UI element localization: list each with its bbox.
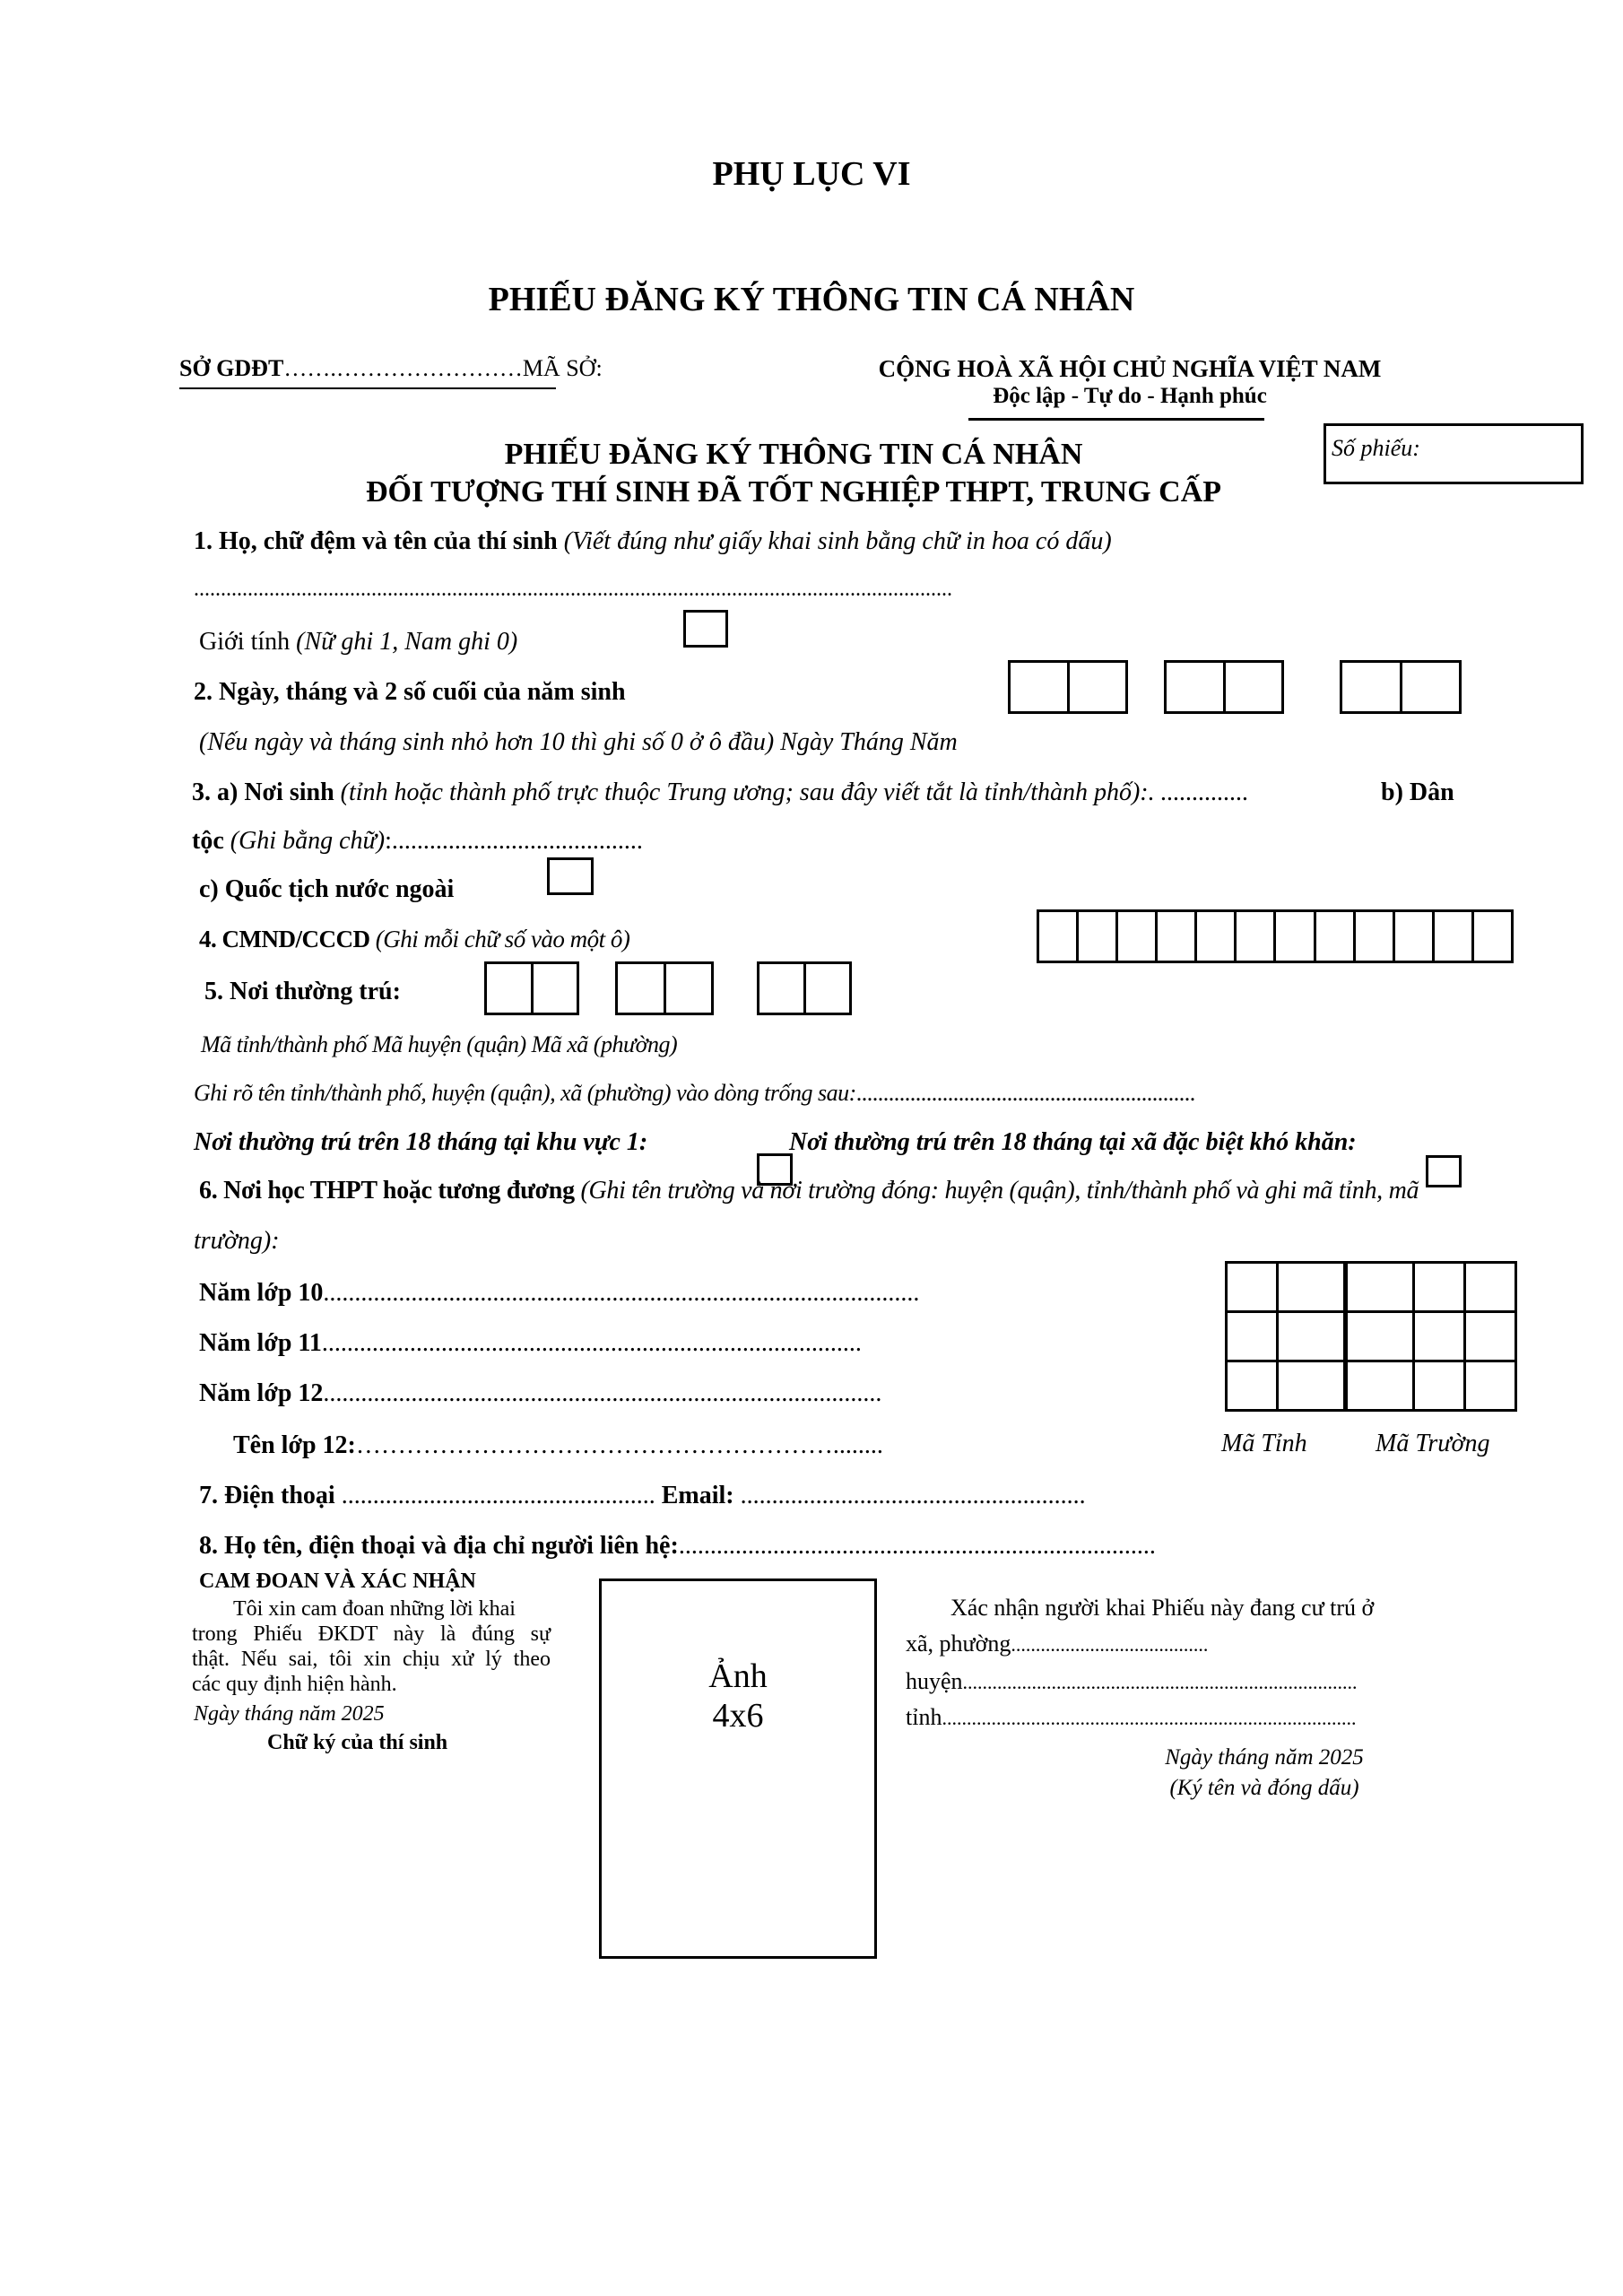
confirm-ward-dots[interactable]: ........................................ [1011, 1633, 1209, 1656]
form-title: PHIẾU ĐĂNG KÝ THÔNG TIN CÁ NHÂN [488, 281, 1135, 318]
q6-label: 6. Nơi học THPT hoặc tương đương [199, 1177, 575, 1205]
ma-tinh-label: Mã Tỉnh [1221, 1430, 1307, 1457]
country-name: CỘNG HOÀ XÃ HỘI CHỦ NGHĨA VIỆT NAM [878, 355, 1382, 382]
dbkk-checkbox[interactable] [1426, 1155, 1462, 1187]
commit-line-1: Tôi xin cam đoan những lời khai [233, 1597, 516, 1621]
so-phieu-box[interactable] [1324, 423, 1584, 484]
confirm-sign-note: (Ký tên và đóng dấu) [1169, 1776, 1359, 1800]
birth-day-boxes[interactable] [1008, 660, 1128, 714]
phone-label: 7. Điện thoại [199, 1482, 335, 1509]
district-code-boxes[interactable] [615, 961, 714, 1015]
ma-so-label: MÃ SỞ: [522, 355, 603, 381]
confirm-ward-row [906, 1631, 1208, 1657]
header-so-gddt [179, 355, 603, 382]
ma-truong-label: Mã Trường [1376, 1430, 1490, 1457]
q1-note: (Viết đúng như giấy khai sinh bằng chữ in hoa có dấu) [557, 527, 1112, 555]
q4-label: 4. CMND/CCCD [199, 926, 370, 952]
q3b-dots[interactable]: :........................................ [385, 827, 643, 855]
gender-note: (Nữ ghi 1, Nam ghi 0) [296, 628, 518, 656]
gender-box[interactable] [683, 610, 728, 648]
motto-rule [968, 418, 1264, 421]
subtitle-line-2: ĐỐI TƯỢNG THÍ SINH ĐÃ TỐT NGHIỆP THPT, TRUNG CẤP [365, 475, 1222, 509]
contact-row [199, 1532, 1156, 1561]
class12-label: Tên lớp 12: [233, 1431, 356, 1459]
q6-note-cont: trường): [194, 1227, 280, 1255]
q5-label: 5. Nơi thường trú: [204, 978, 401, 1005]
q3b-row [192, 827, 643, 856]
code-cell[interactable] [1414, 1263, 1465, 1312]
q5-detail-note: Ghi rõ tên tỉnh/thành phố, huyện (quận), xã (phường) vào dòng trống sau: [194, 1080, 856, 1106]
confirm-province-row [906, 1704, 1356, 1731]
code-cell[interactable] [1414, 1361, 1465, 1411]
so-phieu-label: Số phiếu: [1332, 435, 1420, 461]
code-cell[interactable] [1227, 1361, 1278, 1411]
confirm-province-label: tỉnh [906, 1704, 942, 1730]
photo-size: 4x6 [712, 1697, 764, 1735]
birth-year-boxes[interactable] [1340, 660, 1462, 714]
grade12-dots[interactable]: ......................................................................................... [323, 1379, 882, 1407]
commit-paragraph [192, 1596, 551, 1697]
email-label: Email: [661, 1482, 734, 1509]
cccd-boxes[interactable] [1037, 909, 1514, 963]
q3a-label: 3. a) Nơi sinh [192, 778, 334, 806]
class12-row [233, 1431, 883, 1460]
q1-label: 1. Họ, chữ đệm và tên của thí sinh [194, 527, 558, 555]
q3c-label: c) Quốc tịch nước ngoài [199, 875, 455, 903]
phone-email-row [199, 1482, 1086, 1510]
code-cell[interactable] [1465, 1263, 1516, 1312]
code-cell[interactable] [1278, 1263, 1346, 1312]
code-cell[interactable] [1414, 1312, 1465, 1361]
q4-note: (Ghi mỗi chữ số vào một ô) [369, 926, 630, 952]
gender-row [199, 628, 517, 657]
q4-row [199, 926, 629, 953]
contact-label: 8. Họ tên, điện thoại và địa chỉ người liên hệ: [199, 1532, 679, 1560]
commit-line-3: thật. Nếu sai, tôi xin chịu xử lý theo [192, 1648, 551, 1671]
birth-month-boxes[interactable] [1164, 660, 1284, 714]
code-cell[interactable] [1227, 1263, 1278, 1312]
code-cell[interactable] [1346, 1312, 1414, 1361]
confirm-line: Xác nhận người khai Phiếu này đang cư trú ở [950, 1595, 1375, 1621]
grade11-label: Năm lớp 11 [199, 1329, 322, 1357]
q6-note: (Ghi tên trường và nơi trường đóng: huyện (quận), tỉnh/thành phố và ghi mã tỉnh, mã [574, 1177, 1419, 1205]
grade10-label: Năm lớp 10 [199, 1279, 324, 1307]
commit-date: Ngày tháng năm 2025 [194, 1702, 385, 1726]
q5-detail-row [194, 1080, 1195, 1107]
confirm-district-row [906, 1668, 1358, 1695]
motto: Độc lập - Tự do - Hạnh phúc [993, 384, 1267, 408]
photo-box [599, 1578, 877, 1959]
confirm-date: Ngày tháng năm 2025 [1165, 1745, 1364, 1770]
code-cell[interactable] [1278, 1312, 1346, 1361]
code-cell[interactable] [1465, 1312, 1516, 1361]
code-cell[interactable] [1465, 1361, 1516, 1411]
ward-code-boxes[interactable] [757, 961, 852, 1015]
email-dots[interactable]: ....................................................... [733, 1482, 1086, 1509]
code-cell[interactable] [1346, 1361, 1414, 1411]
commit-line-4: các quy định hiện hành. [192, 1673, 397, 1696]
province-code-boxes[interactable] [484, 961, 579, 1015]
gender-label: Giới tính [199, 628, 297, 656]
so-gddt-label: SỞ GDĐT [179, 355, 284, 381]
q5-detail-dots[interactable]: ............................................................... [855, 1080, 1195, 1106]
grade11-dots[interactable]: ...................................................................................... [321, 1329, 862, 1357]
confirm-ward-label: xã, phường [906, 1631, 1011, 1657]
grade11-row [199, 1329, 862, 1358]
q3b-label-part1: b) Dân [1381, 778, 1454, 806]
grade10-dots[interactable]: ............................................................................................... [323, 1279, 920, 1307]
confirm-district-label: huyện [906, 1668, 963, 1694]
q1-name-dots[interactable]: ............................................................................................................................................. [194, 578, 952, 601]
q5-codes-note: Mã tỉnh/thành phố Mã huyện (quận) Mã xã (phường) [201, 1031, 678, 1057]
subtitle-line-1: PHIẾU ĐĂNG KÝ THÔNG TIN CÁ NHÂN [504, 438, 1083, 471]
q2-note: (Nếu ngày và tháng sinh nhỏ hơn 10 thì ghi số 0 ở ô đầu) Ngày Tháng Năm [199, 728, 958, 756]
q3b-note: (Ghi bằng chữ) [223, 827, 386, 855]
candidate-signature-label: Chữ ký của thí sinh [267, 1731, 448, 1754]
photo-label: Ảnh [708, 1657, 768, 1695]
q2-label: 2. Ngày, tháng và 2 số cuối của năm sinh [194, 678, 626, 706]
phone-dots[interactable]: .................................................. [334, 1482, 655, 1509]
grade12-row [199, 1379, 881, 1408]
q3b-label-part2: tộc [192, 827, 224, 855]
appendix-title: PHỤ LỤC VI [712, 155, 911, 193]
contact-dots[interactable]: ............................................................................ [678, 1532, 1156, 1560]
q3a-row [192, 778, 1249, 807]
q1-heading [194, 527, 1112, 556]
header-left-rule [179, 387, 556, 389]
so-gddt-dots: …….…………………… [283, 355, 523, 381]
confirm-province-dots[interactable]: .................................................................................... [942, 1707, 1357, 1729]
code-cell[interactable] [1346, 1263, 1414, 1312]
grade10-row [199, 1279, 919, 1308]
grade12-label: Năm lớp 12 [199, 1379, 324, 1407]
kv1-label: Nơi thường trú trên 18 tháng tại khu vực 1: [194, 1128, 648, 1156]
foreign-nationality-box[interactable] [547, 857, 594, 895]
q3a-note: (tỉnh hoặc thành phố trực thuộc Trung ương; sau đây viết tắt là tỉnh/thành phố):. .............. [334, 778, 1249, 806]
q6-row [199, 1177, 1419, 1205]
commit-title: CAM ĐOAN VÀ XÁC NHẬN [199, 1570, 476, 1593]
confirm-district-dots[interactable]: ................................................................................ [962, 1671, 1358, 1693]
dbkk-label: Nơi thường trú trên 18 tháng tại xã đặc biệt khó khăn: [789, 1128, 1357, 1156]
commit-line-2: trong Phiếu ĐKDT này là đúng sự [192, 1622, 551, 1646]
class12-dots[interactable]: …………………………………………………........ [355, 1431, 883, 1459]
school-code-grid[interactable] [1225, 1261, 1517, 1412]
code-cell[interactable] [1278, 1361, 1346, 1411]
code-cell[interactable] [1227, 1312, 1278, 1361]
